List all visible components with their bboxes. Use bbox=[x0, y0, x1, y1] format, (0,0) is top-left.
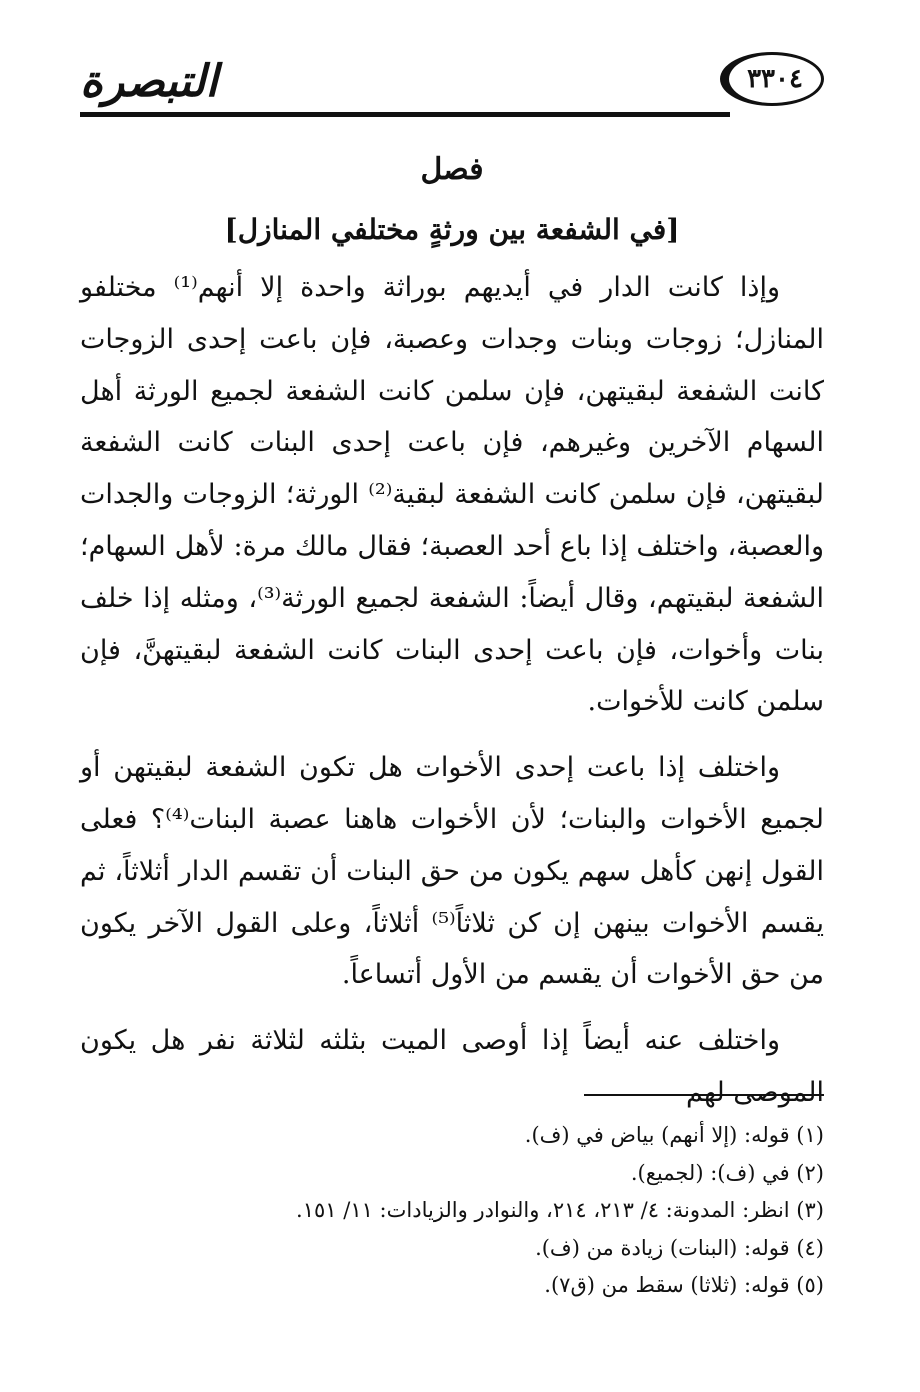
paragraph: واختلف عنه أيضاً إذا أوصى الميت بثلثه لثلاثة نفر هل يكون الموصى لهم bbox=[80, 1025, 824, 1108]
footnote: (٢) في (ف): (لجميع). bbox=[630, 1160, 824, 1185]
footnote: (٥) قوله: (ثلاثا) سقط من (ق٧). bbox=[544, 1273, 824, 1297]
footnotes bbox=[80, 1117, 824, 1305]
main-text bbox=[80, 262, 824, 1119]
header-rule bbox=[80, 112, 730, 117]
book-title: التبصرة bbox=[80, 56, 218, 107]
paragraph: واختلف إذا باعت إحدى الأخوات هل تكون الشفعة لبقيتهن أو لجميع الأخوات والبنات؛ لأن الأخوات هاهنا عصبة البنات⁽⁴⁾؟ فعلى القول إنهن كأهل سهم يكون من حق البنات أن تقسم الدار أثلاثاً، ثم يقسم الأخوات بينهن إن كن ثلاثاً⁽⁵⁾ أثلاثاً، وعلى القول الآخر يكون من حق الأخوات أن يقسم من الأول أتساعاً. bbox=[80, 752, 824, 991]
footnote: (١) قوله: (إلا أنهم) بياض في (ف). bbox=[524, 1123, 824, 1147]
paragraph: وإذا كانت الدار في أيديهم بوراثة واحدة إلا أنهم⁽¹⁾ مختلفو المنازل؛ زوجات وبنات وجدات وعصبة، فإن باعت إحدى الزوجات كانت الشفعة لبقيتهن، فإن سلمن كانت الشفعة لجميع الورثة أهل السهام الآخرين وغيرهم، فإن باعت إحدى البنات كانت الشفعة لبقيتهن، فإن سلمن كانت الشفعة لبقية⁽²⁾ الورثة؛ الزوجات والجدات والعصبة، واختلف إذا باع أحد العصبة؛ فقال مالك مرة: لأهل السهام؛ الشفعة لبقيتهم، وقال أيضاً: الشفعة لجميع الورثة⁽³⁾، ومثله إذا خلف بنات وأخوات، فإن باعت إحدى البنات كانت الشفعة لبقيتهنَّ، فإن سلمن كانت للأخوات. bbox=[80, 272, 825, 718]
section-subtitle: [في الشفعة بين ورثةٍ مختلفي المنازل] bbox=[224, 213, 680, 246]
page-header bbox=[80, 52, 824, 132]
footnote: (٣) انظر: المدونة: ٤/ ٢١٣، ٢١٤، والنوادر والزيادات: ١١/ ١٥١. bbox=[296, 1198, 824, 1222]
page-number: ٣٣٠٤ bbox=[720, 52, 824, 106]
section-heading: فصل bbox=[420, 152, 484, 187]
footnote-divider bbox=[584, 1094, 824, 1096]
footnote: (٤) قوله: (البنات) زيادة من (ف). bbox=[535, 1235, 824, 1260]
